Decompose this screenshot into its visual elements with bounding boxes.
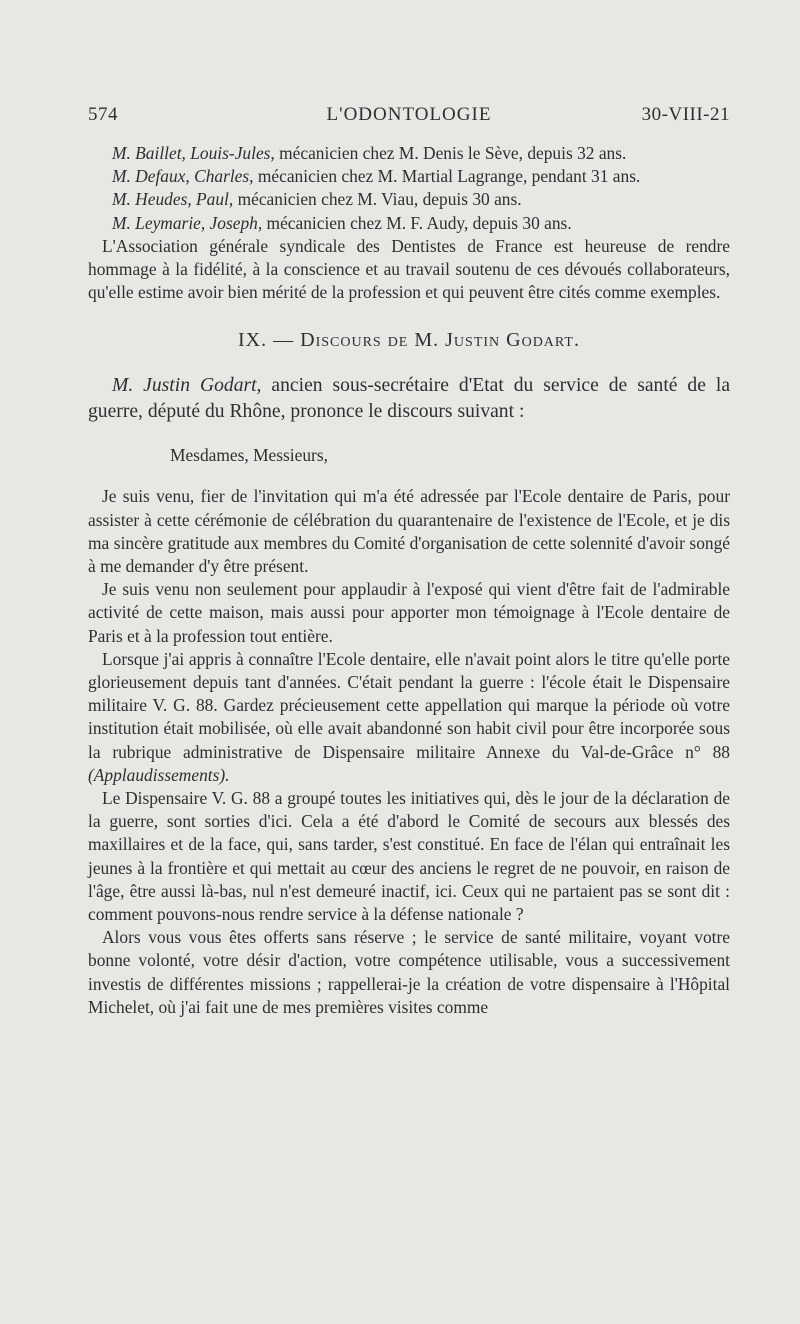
honoree-name: M. Leymarie, Joseph, <box>112 212 263 233</box>
speaker-name: M. Justin Godart, <box>112 375 262 397</box>
list-item: M. Heudes, Paul, mécanicien chez M. Viau, depuis 30 ans. <box>112 189 522 210</box>
applause-note: (Applaudissements). <box>88 764 230 785</box>
honoree-list <box>88 142 730 304</box>
document-page <box>88 100 730 1019</box>
list-item: M. Leymarie, Joseph, mécanicien chez M. F. Audy, depuis 30 ans. <box>112 212 572 233</box>
association-paragraph: L'Association générale syndicale des Dentistes de France est heureuse de rendre hommage à la fidélité, à la conscience et au travail soutenu de ces dévoués collaborateurs, qu'elle estime avoir bien mérité de la profession et qui peuvent être cités comme exemples. <box>88 235 730 303</box>
section-title: IX. — Discours de M. Justin Godart. <box>238 329 580 352</box>
running-header <box>88 100 730 130</box>
speech-paragraph: Le Dispensaire V. G. 88 a groupé toutes les initiatives qui, dès le jour de la déclaration de la guerre, sont sorties d'ici. Cela a été d'abord le Comité de secours aux blessés des maxillaires et de la face, qui, sans tarder, s'est constitué. En face de l'élan qui entraînait les jeunes à la frontière et qui mettait au cœur des anciens le regret de ne pouvoir, en raison de l'âge, être aussi là-bas, nul n'est demeuré inactif, ici. Ceux qui ne partaient pas se sont dit : comment pouvons-nous rendre service à la défense nationale ? <box>88 788 730 925</box>
list-item: M. Defaux, Charles, mécanicien chez M. Martial Lagrange, pendant 31 ans. <box>112 166 641 187</box>
speech-body <box>88 485 730 1019</box>
page-number: 574 <box>88 104 118 125</box>
journal-title: L'ODONTOLOGIE <box>326 104 492 125</box>
speech-paragraph: Lorsque j'ai appris à connaître l'Ecole dentaire, elle n'avait point alors le titre qu'elle porte glorieusement depuis tant d'années. C'était pendant la guerre : l'école était le Dispensaire militaire V. G. 88. Gardez précieusement cette appellation qui marque la période où votre institution était mobilisée, où elle avait abandonné son habit civil pour être incorporée sous la rubrique administrative de Dispensaire militaire Annexe du Val-de-Grâce n° 88 (Applaudissements). <box>88 648 730 785</box>
list-item: M. Baillet, Louis-Jules, mécanicien chez M. Denis le Sève, depuis 32 ans. <box>112 143 627 163</box>
speech-paragraph: Je suis venu non seulement pour applaudir à l'exposé qui vient d'être fait de l'admirable activité de cette maison, mais aussi pour apporter mon témoignage à l'Ecole dentaire de Paris et à la profession tout entière. <box>88 579 730 646</box>
honoree-name: M. Heudes, Paul, <box>112 189 234 210</box>
honoree-name: M. Defaux, Charles, <box>112 166 254 187</box>
issue-date: 30-VIII-21 <box>641 104 730 125</box>
speech-intro: M. Justin Godart, ancien sous-secrétaire d'Etat du service de santé de la guerre, député du Rhône, prononce le discours suivant : <box>88 375 731 422</box>
honoree-name: M. Baillet, Louis-Jules, <box>112 143 275 163</box>
speech-paragraph: Je suis venu, fier de l'invitation qui m'a été adressée par l'Ecole dentaire de Paris, pour assister à cette cérémonie de célébration du quarantenaire de l'existence de l'Ecole, et je dis ma sincère gratitude aux membres du Comité d'organisation de cette solennité d'avoir songé à me demander d'y être présent. <box>88 486 730 577</box>
salutation: Mesdames, Messieurs, <box>170 445 328 466</box>
speech-paragraph: Alors vous vous êtes offerts sans réserve ; le service de santé militaire, voyant votre bonne volonté, votre désir d'action, votre compétence utilisable, vous a successivement investis de différentes missions ; rappellerai-je la création de votre dispensaire à l'Hôpital Michelet, où j'ai fait une de mes premières visites comme <box>88 927 730 1017</box>
